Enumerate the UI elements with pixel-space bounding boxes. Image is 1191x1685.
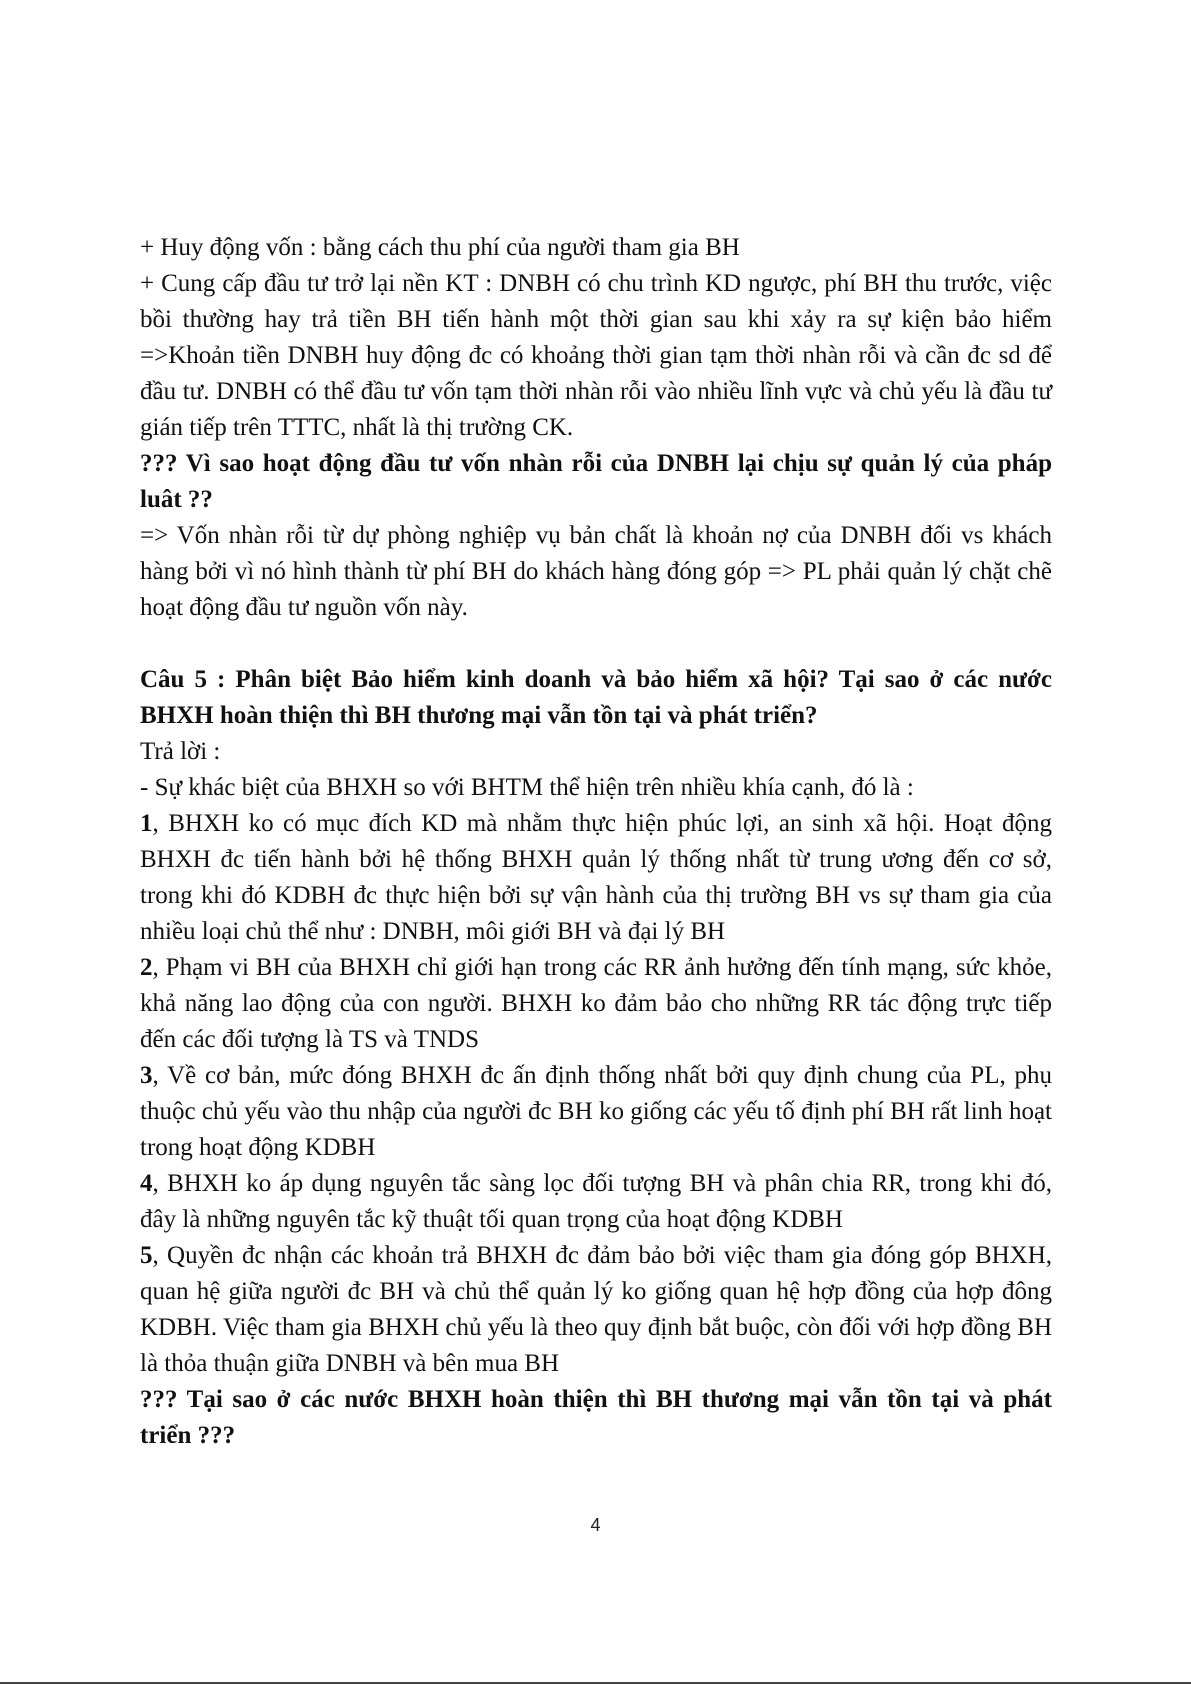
- differences-intro: - Sự khác biệt của BHXH so với BHTM thể hiện trên nhiều khía cạnh, đó là :: [140, 774, 914, 801]
- item-text: , BHXH ko có mục đích KD mà nhằm thực hiện phúc lợi, an sinh xã hội. Hoạt động BHXH đc tiến hành bởi hệ thống BHXH quản lý thống nhất từ trung ương đến cơ sở, trong khi đó KDBH đc thực hiện bởi sự vận hành của thị trường BH vs sự tham gia của nhiều loại chủ thể như : DNBH, môi giới BH và đại lý BH: [140, 810, 1052, 945]
- difference-item-5: [140, 1238, 1052, 1382]
- difference-item-2: [140, 950, 1052, 1058]
- difference-item-3: [140, 1058, 1052, 1166]
- item-text: , BHXH ko áp dụng nguyên tắc sàng lọc đối tượng BH và phân chia RR, trong khi đó, đây là những nguyên tắc kỹ thuật tối quan trọng của hoạt động KDBH: [140, 1170, 1052, 1233]
- answer-label: Trả lời :: [140, 738, 221, 765]
- paragraph-raise-capital: + Huy động vốn : bằng cách thu phí của người tham gia BH: [140, 234, 740, 261]
- item-number: 1: [140, 810, 153, 837]
- document-body: [140, 230, 1052, 1454]
- difference-item-1: [140, 806, 1052, 950]
- item-text: , Về cơ bản, mức đóng BHXH đc ấn định thống nhất bởi quy định chung của PL, phụ thuộc chủ yếu vào thu nhập của người đc BH ko giống các yếu tố định phí BH rất linh hoạt trong hoạt động KDBH: [140, 1062, 1052, 1161]
- item-number: 5: [140, 1242, 153, 1269]
- footer-divider: [0, 1682, 1191, 1684]
- paragraph-reinvest-economy: + Cung cấp đầu tư trở lại nền KT : DNBH có chu trình KD ngược, phí BH thu trước, việc bồi thường hay trả tiền BH tiến hành một thời gian sau khi xảy ra sự kiện bảo hiểm =>Khoản tiền DNBH huy động đc có khoảng thời gian tạm thời nhàn rỗi và cần đc sd để đầu tư. DNBH có thể đầu tư vốn tạm thời nhàn rỗi vào nhiều lĩnh vực và chủ yếu là đầu tư gián tiếp trên TTTC, nhất là thị trường CK.: [140, 270, 1052, 441]
- difference-item-4: [140, 1166, 1052, 1238]
- paragraph-spacer: [140, 626, 1052, 662]
- question-commercial-insurance: ??? Tại sao ở các nước BHXH hoàn thiện thì BH thương mại vẫn tồn tại và phát triển ???: [140, 1386, 1052, 1449]
- answer-investment-regulation: => Vốn nhàn rỗi từ dự phòng nghiệp vụ bản chất là khoản nợ của DNBH đối vs khách hàng bởi vì nó hình thành từ phí BH do khách hàng đóng góp => PL phải quản lý chặt chẽ hoạt động đầu tư nguồn vốn này.: [140, 522, 1052, 621]
- question-investment-regulation: ??? Vì sao hoạt động đầu tư vốn nhàn rỗi của DNBH lại chịu sự quản lý của pháp luât ??: [140, 450, 1052, 513]
- item-number: 2: [140, 954, 153, 981]
- item-number: 3: [140, 1062, 153, 1089]
- question-heading-cau-5: Câu 5 : Phân biệt Bảo hiểm kinh doanh và bảo hiểm xã hội? Tại sao ở các nước BHXH hoàn thiện thì BH thương mại vẫn tồn tại và phát triển?: [140, 666, 1052, 729]
- page-number: 4: [590, 1515, 601, 1535]
- item-number: 4: [140, 1170, 153, 1197]
- item-text: , Phạm vi BH của BHXH chỉ giới hạn trong các RR ảnh hưởng đến tính mạng, sức khỏe, khả năng lao động của con người. BHXH ko đảm bảo cho những RR tác động trực tiếp đến các đối tượng là TS và TNDS: [140, 954, 1052, 1053]
- item-text: , Quyền đc nhận các khoản trả BHXH đc đảm bảo bởi việc tham gia đóng góp BHXH, quan hệ giữa người đc BH và chủ thể quản lý ko giống quan hệ hợp đồng của hợp đông KDBH. Việc tham gia BHXH chủ yếu là theo quy định bắt buộc, còn đối với hợp đồng BH là thỏa thuận giữa DNBH và bên mua BH: [140, 1242, 1052, 1377]
